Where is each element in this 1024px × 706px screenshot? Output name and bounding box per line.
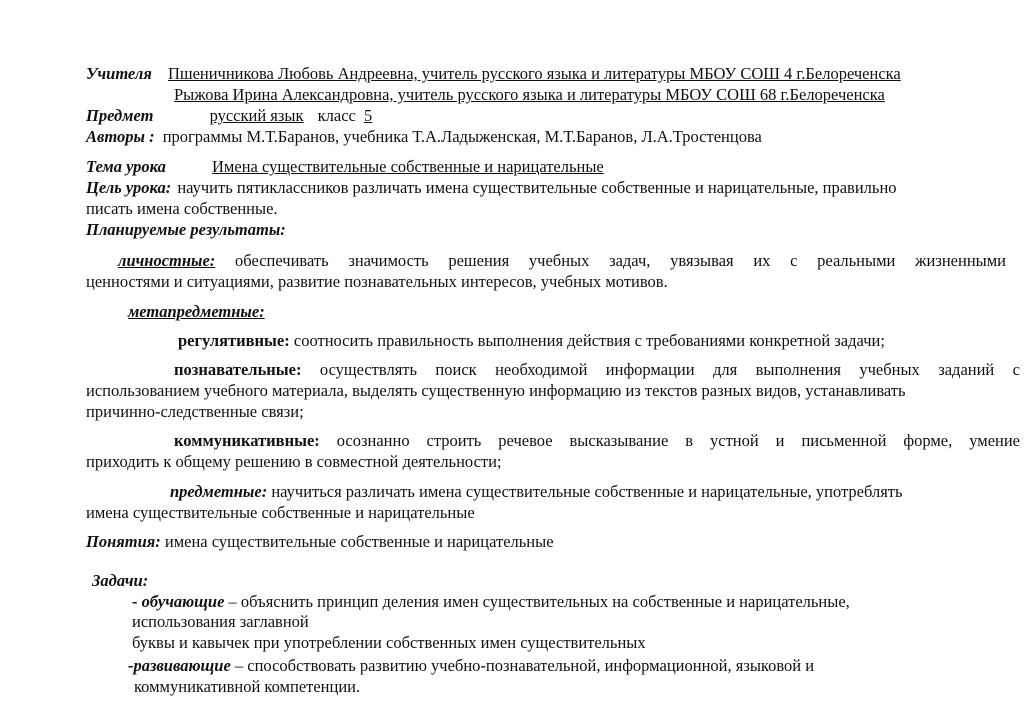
authors-label: Авторы : [86, 127, 155, 146]
teacher-line-1: Пшеничникова Любовь Андреевна, учитель русского языка и литературы МБОУ СОШ 4 г.Белореченска [167, 64, 901, 83]
subject-value: русский язык [209, 106, 304, 125]
tasks-label: Задачи: [92, 571, 149, 590]
authors-value: программы М.Т.Баранов, учебника Т.А.Ладыженская, М.Т.Баранов, Л.А.Тростенцова [162, 127, 762, 146]
subject-label: Предмет [86, 106, 154, 125]
topic-row [86, 157, 604, 176]
goal-line-1: научить пятиклассников различать имена существительные собственные и нарицательные, правильно [177, 178, 897, 197]
developing-row [128, 656, 814, 675]
developing-label: -развивающие [128, 656, 231, 675]
topic-value: Имена существительные собственные и нарицательные [212, 157, 604, 176]
teacher-row [86, 64, 901, 83]
cognitive-line-2: использованием учебного материала, выделять существенную информацию из текстов разных видов, устанавливать [86, 381, 906, 400]
regulatory-text: соотносить правильность выполнения действия с требованиями конкретной задачи; [293, 331, 885, 350]
communicative-row [86, 431, 1020, 450]
cognitive-row [86, 360, 1020, 379]
subject-results-label: предметные: [170, 482, 268, 501]
cognitive-line-1: осуществлять поиск необходимой информации для выполнения учебных заданий с [319, 360, 1020, 379]
concepts-label: Понятия: [86, 532, 161, 551]
regulatory-row [178, 331, 885, 350]
concepts-value: имена существительные собственные и нарицательные [164, 532, 554, 551]
subject-results-line-2: имена существительные собственные и нарицательные [86, 503, 475, 522]
class-label: класс [317, 106, 356, 125]
topic-label: Тема урока [86, 157, 166, 176]
subject-results-row [170, 482, 903, 501]
personal-row [86, 251, 1006, 270]
goal-row [86, 178, 897, 197]
cognitive-line-3: причинно-следственные связи; [86, 402, 304, 421]
teacher-label: Учителя [86, 64, 152, 83]
goal-line-2: писать имена собственные. [86, 199, 278, 218]
teaching-line-2: использования заглавной [132, 612, 309, 631]
teaching-label: - обучающие [132, 592, 225, 611]
regulatory-label: регулятивные: [178, 331, 290, 350]
communicative-line-1: осознанно строить речевое высказывание в устной и письменной форме, умение [336, 431, 1020, 450]
teaching-row [132, 592, 850, 611]
concepts-row [86, 532, 554, 551]
personal-label: личностные: [118, 251, 216, 270]
class-value: 5 [364, 106, 373, 125]
meta-label: метапредметные: [128, 302, 265, 321]
planned-results-label: Планируемые результаты: [86, 220, 286, 239]
authors-row [86, 127, 762, 146]
communicative-line-2: приходить к общему решению в совместной деятельности; [86, 452, 502, 471]
cognitive-label: познавательные: [174, 360, 302, 379]
communicative-label: коммуникативные: [174, 431, 320, 450]
teaching-line-1: – объяснить принцип деления имен существительных на собственные и нарицательные, [228, 592, 850, 611]
subject-results-line-1: научиться различать имена существительные собственные и нарицательные, употреблять [271, 482, 903, 501]
goal-label: Цель урока: [86, 178, 172, 197]
personal-line-1: обеспечивать значимость решения учебных задач, увязывая их с реальными жизненными [235, 251, 1007, 270]
subject-row [86, 106, 372, 125]
personal-line-2: ценностями и ситуациями, развитие познавательных интересов, учебных мотивов. [86, 272, 668, 291]
developing-line-1: – способствовать развитию учебно-познавательной, информационной, языковой и [234, 656, 815, 675]
teaching-line-3: буквы и кавычек при употреблении собственных имен существительных [132, 633, 646, 652]
developing-line-2: коммуникативной компетенции. [134, 677, 361, 696]
teacher-line-2: Рыжова Ирина Александровна, учитель русского языка и литературы МБОУ СОШ 68 г.Белореченска [174, 85, 885, 104]
